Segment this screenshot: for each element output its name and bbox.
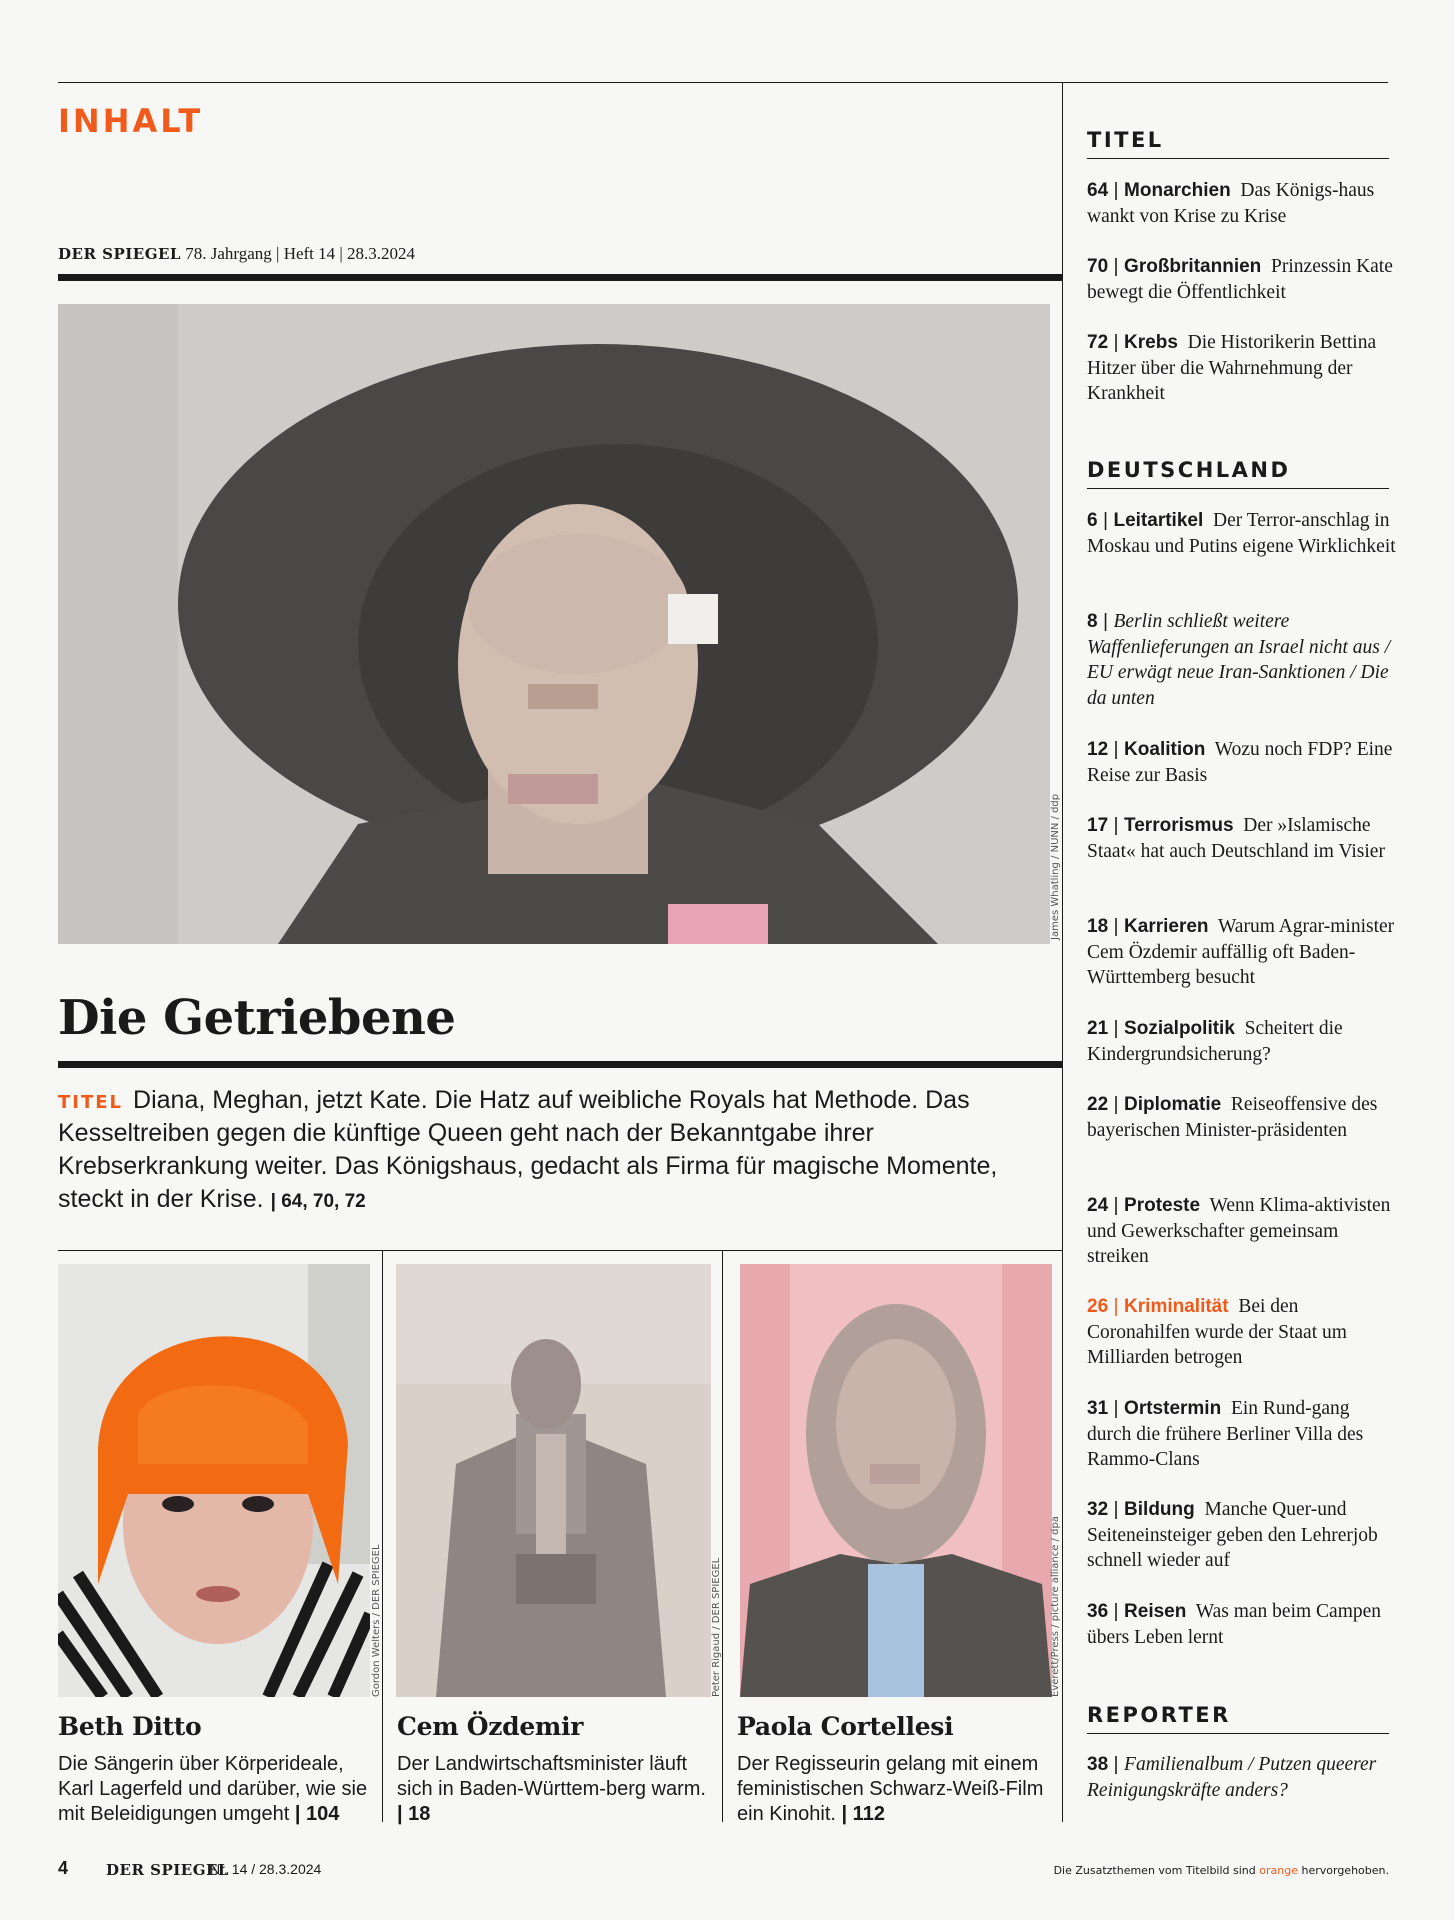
toc-separator: |: [1108, 179, 1125, 201]
toc-separator: |: [1108, 1295, 1125, 1317]
toc-entry-64[interactable]: [1087, 178, 1397, 229]
toc-page-number: 24: [1087, 1195, 1109, 1216]
toc-entry-6[interactable]: [1087, 508, 1397, 559]
footer-note: [1054, 1864, 1389, 1877]
cover-rule: [58, 1061, 1062, 1068]
toc-section-titel: TITEL: [1087, 128, 1164, 152]
toc-separator: |: [1108, 814, 1125, 836]
toc-topic: Karrieren: [1124, 916, 1209, 937]
feature-name-beth-ditto[interactable]: Beth Ditto: [58, 1712, 202, 1741]
paola-cortellesi-portrait: [740, 1264, 1052, 1697]
toc-page-number: 26: [1087, 1296, 1109, 1317]
toc-topic: Krebs: [1124, 332, 1178, 353]
toc-description: Warum Agrar-minister Cem Özdemir auffällig oft Baden-Württemberg besucht: [1087, 916, 1395, 988]
feature-page-ref[interactable]: | 112: [841, 1803, 885, 1825]
toc-page-number: 21: [1087, 1018, 1109, 1039]
toc-topic: Bildung: [1124, 1499, 1195, 1520]
toc-topic: Koalition: [1124, 739, 1206, 760]
issue-info: [58, 244, 415, 264]
toc-topic: Terrorismus: [1124, 815, 1234, 836]
toc-separator: |: [1108, 255, 1125, 277]
toc-description: Der »Islamische Staat« hat auch Deutschland im Visier: [1087, 815, 1385, 862]
toc-topic: Sozialpolitik: [1124, 1018, 1235, 1039]
feature-teaser-text: Der Landwirtschaftsminister läuft sich in Baden-Württem-berg warm.: [397, 1753, 706, 1800]
feature-teaser-beth-ditto: [58, 1752, 376, 1827]
toc-topic: Monarchien: [1124, 180, 1231, 201]
toc-page-number: 8: [1087, 611, 1098, 632]
toc-separator: |: [1108, 738, 1125, 760]
footer-issue: Nr. 14 / 28.3.2024: [210, 1861, 322, 1877]
toc-description: Wozu noch FDP? Eine Reise zur Basis: [1087, 739, 1393, 786]
toc-section-rule: [1087, 1733, 1389, 1734]
section-label-inhalt: INHALT: [58, 102, 204, 140]
toc-description: Der Terror-anschlag in Moskau und Putins eigene Wirklichkeit: [1087, 510, 1396, 557]
cover-teaser-text: Diana, Meghan, jetzt Kate. Die Hatz auf weibliche Royals hat Methode. Das Kesseltreiben gegen die künftige Queen geht nach der Bekanntgabe ihrer Krebserkrankung weiter. Das Königshaus, gedacht als Firma für magische Momente, steckt in der Krise.: [58, 1086, 998, 1213]
beth-ditto-portrait: [58, 1264, 370, 1697]
toc-description: Was man beim Campen übers Leben lernt: [1087, 1601, 1382, 1648]
toc-description: Reiseoffensive des bayerischen Minister-präsidenten: [1087, 1094, 1378, 1141]
issue-details: 78. Jahrgang | Heft 14 | 28.3.2024: [185, 244, 416, 263]
feature-name-paola-cortellesi[interactable]: Paola Cortellesi: [737, 1712, 954, 1741]
feature-page-ref[interactable]: | 104: [294, 1803, 340, 1825]
toc-entry-38[interactable]: [1087, 1752, 1397, 1803]
features-divider-2: [722, 1250, 723, 1822]
toc-entry-70[interactable]: [1087, 254, 1397, 305]
toc-page-number: 70: [1087, 256, 1109, 277]
features-rule: [58, 1250, 1062, 1251]
cover-headline[interactable]: Die Getriebene: [58, 990, 456, 1046]
toc-separator: |: [1108, 1093, 1125, 1115]
toc-page-number: 31: [1087, 1398, 1109, 1419]
toc-separator: |: [1108, 1753, 1125, 1775]
toc-entry-21[interactable]: [1087, 1016, 1397, 1067]
feature-photo-credit-paola-cortellesi: Everett/Press / picture alliance / dpa: [1050, 1516, 1061, 1697]
toc-page-number: 17: [1087, 815, 1109, 836]
toc-entry-72[interactable]: [1087, 330, 1397, 407]
toc-page-number: 12: [1087, 739, 1109, 760]
toc-separator: |: [1097, 610, 1114, 632]
top-rule: [58, 82, 1388, 83]
toc-description: Wenn Klima-aktivisten und Gewerkschafter gemeinsam streiken: [1087, 1195, 1391, 1267]
toc-description: Ein Rund-gang durch die frühere Berliner Villa des Rammo-Clans: [1087, 1398, 1364, 1470]
toc-page-number: 32: [1087, 1499, 1109, 1520]
feature-page-ref[interactable]: | 18: [397, 1803, 431, 1825]
toc-topic: Kriminalität: [1124, 1296, 1229, 1317]
toc-section-deutschland: DEUTSCHLAND: [1087, 458, 1291, 482]
toc-description: Familienalbum / Putzen queerer Reinigungskräfte anders?: [1087, 1754, 1377, 1801]
toc-description: Scheitert die Kindergrundsicherung?: [1087, 1018, 1343, 1065]
toc-separator: |: [1108, 1017, 1125, 1039]
footer-note-highlight: orange: [1259, 1864, 1298, 1877]
toc-page-number: 22: [1087, 1094, 1109, 1115]
toc-topic: Leitartikel: [1113, 510, 1204, 531]
toc-page-number: 38: [1087, 1754, 1109, 1775]
feature-photo-paola-cortellesi[interactable]: [740, 1264, 1052, 1697]
toc-section-rule: [1087, 488, 1389, 489]
cover-photo-credit: James Whatling / NUNN / ddp: [1050, 793, 1061, 940]
toc-entry-26[interactable]: [1087, 1294, 1397, 1371]
cem-oezdemir-portrait: [396, 1264, 711, 1697]
issue-rule: [58, 274, 1062, 281]
toc-topic: Großbritannien: [1124, 256, 1262, 277]
toc-section-reporter: REPORTER: [1087, 1703, 1231, 1727]
toc-description: Berlin schließt weitere Waffenlieferungen an Israel nicht aus / EU erwägt neue Iran-Sanktionen / Die da unten: [1087, 611, 1391, 709]
feature-photo-credit-beth-ditto: Gordon Welters / DER SPIEGEL: [371, 1544, 382, 1697]
toc-topic: Ortstermin: [1124, 1398, 1222, 1419]
toc-entry-12[interactable]: [1087, 737, 1397, 788]
feature-photo-cem-oezdemir[interactable]: [396, 1264, 711, 1697]
toc-separator: |: [1108, 1194, 1125, 1216]
toc-entry-31[interactable]: [1087, 1396, 1397, 1473]
toc-separator: |: [1108, 331, 1125, 353]
issue-brand: DER SPIEGEL: [58, 245, 181, 263]
toc-description: Prinzessin Kate bewegt die Öffentlichkeit: [1087, 256, 1393, 303]
toc-entry-22[interactable]: [1087, 1092, 1397, 1143]
toc-entry-36[interactable]: [1087, 1599, 1397, 1650]
cover-photo-image: [58, 304, 1050, 944]
toc-entry-24[interactable]: [1087, 1193, 1397, 1270]
footer-brand: DER SPIEGEL: [106, 1861, 229, 1879]
feature-teaser-paola-cortellesi: [737, 1752, 1055, 1827]
toc-page-number: 36: [1087, 1601, 1109, 1622]
toc-section-rule: [1087, 158, 1389, 159]
toc-entry-32[interactable]: [1087, 1497, 1397, 1574]
features-divider-1: [382, 1250, 383, 1822]
toc-description: Bei den Coronahilfen wurde der Staat um Milliarden betrogen: [1087, 1296, 1347, 1368]
feature-photo-credit-cem-oezdemir: Peter Rigaud / DER SPIEGEL: [711, 1557, 722, 1697]
feature-name-cem-oezdemir[interactable]: Cem Özdemir: [397, 1712, 584, 1741]
toc-separator: |: [1097, 509, 1114, 531]
footer-note-text: Die Zusatzthemen vom Titelbild sind: [1053, 1864, 1256, 1877]
feature-teaser-text: Der Regisseurin gelang mit einem feministischen Schwarz-Weiß-Film ein Kinohit.: [737, 1753, 1044, 1825]
toc-page-number: 72: [1087, 332, 1109, 353]
toc-description: Manche Quer-und Seiteneinsteiger geben den Lehrerjob schnell wieder auf: [1087, 1499, 1378, 1571]
toc-page-number: 64: [1087, 180, 1109, 201]
column-divider: [1062, 82, 1063, 1822]
toc-separator: |: [1108, 915, 1125, 937]
toc-description: Das Königs-haus wankt von Krise zu Krise: [1087, 180, 1375, 227]
toc-topic: Proteste: [1124, 1195, 1201, 1216]
feature-teaser-text: Die Sängerin über Körperideale, Karl Lagerfeld und darüber, wie sie mit Beleidigungen umgeht: [58, 1753, 368, 1825]
toc-entry-18[interactable]: [1087, 914, 1397, 991]
toc-description: Die Historikerin Bettina Hitzer über die Wahrnehmung der Krankheit: [1087, 332, 1377, 404]
cover-teaser: [58, 1084, 1018, 1216]
cover-kicker: TITEL: [58, 1092, 124, 1113]
toc-entry-8[interactable]: [1087, 609, 1397, 711]
toc-page-number: 18: [1087, 916, 1109, 937]
feature-teaser-cem-oezdemir: [397, 1752, 715, 1827]
feature-photo-beth-ditto[interactable]: [58, 1264, 370, 1697]
footer-note-text-end: hervorgehoben.: [1301, 1864, 1389, 1877]
toc-topic: Diplomatie: [1124, 1094, 1222, 1115]
toc-page-number: 6: [1087, 510, 1098, 531]
page-number: 4: [58, 1858, 69, 1878]
toc-entry-17[interactable]: [1087, 813, 1397, 864]
cover-page-refs[interactable]: | 64, 70, 72: [270, 1191, 366, 1212]
toc-separator: |: [1108, 1498, 1125, 1520]
toc-separator: |: [1108, 1600, 1125, 1622]
toc-separator: |: [1108, 1397, 1125, 1419]
cover-photo[interactable]: [58, 304, 1050, 944]
toc-topic: Reisen: [1124, 1601, 1187, 1622]
